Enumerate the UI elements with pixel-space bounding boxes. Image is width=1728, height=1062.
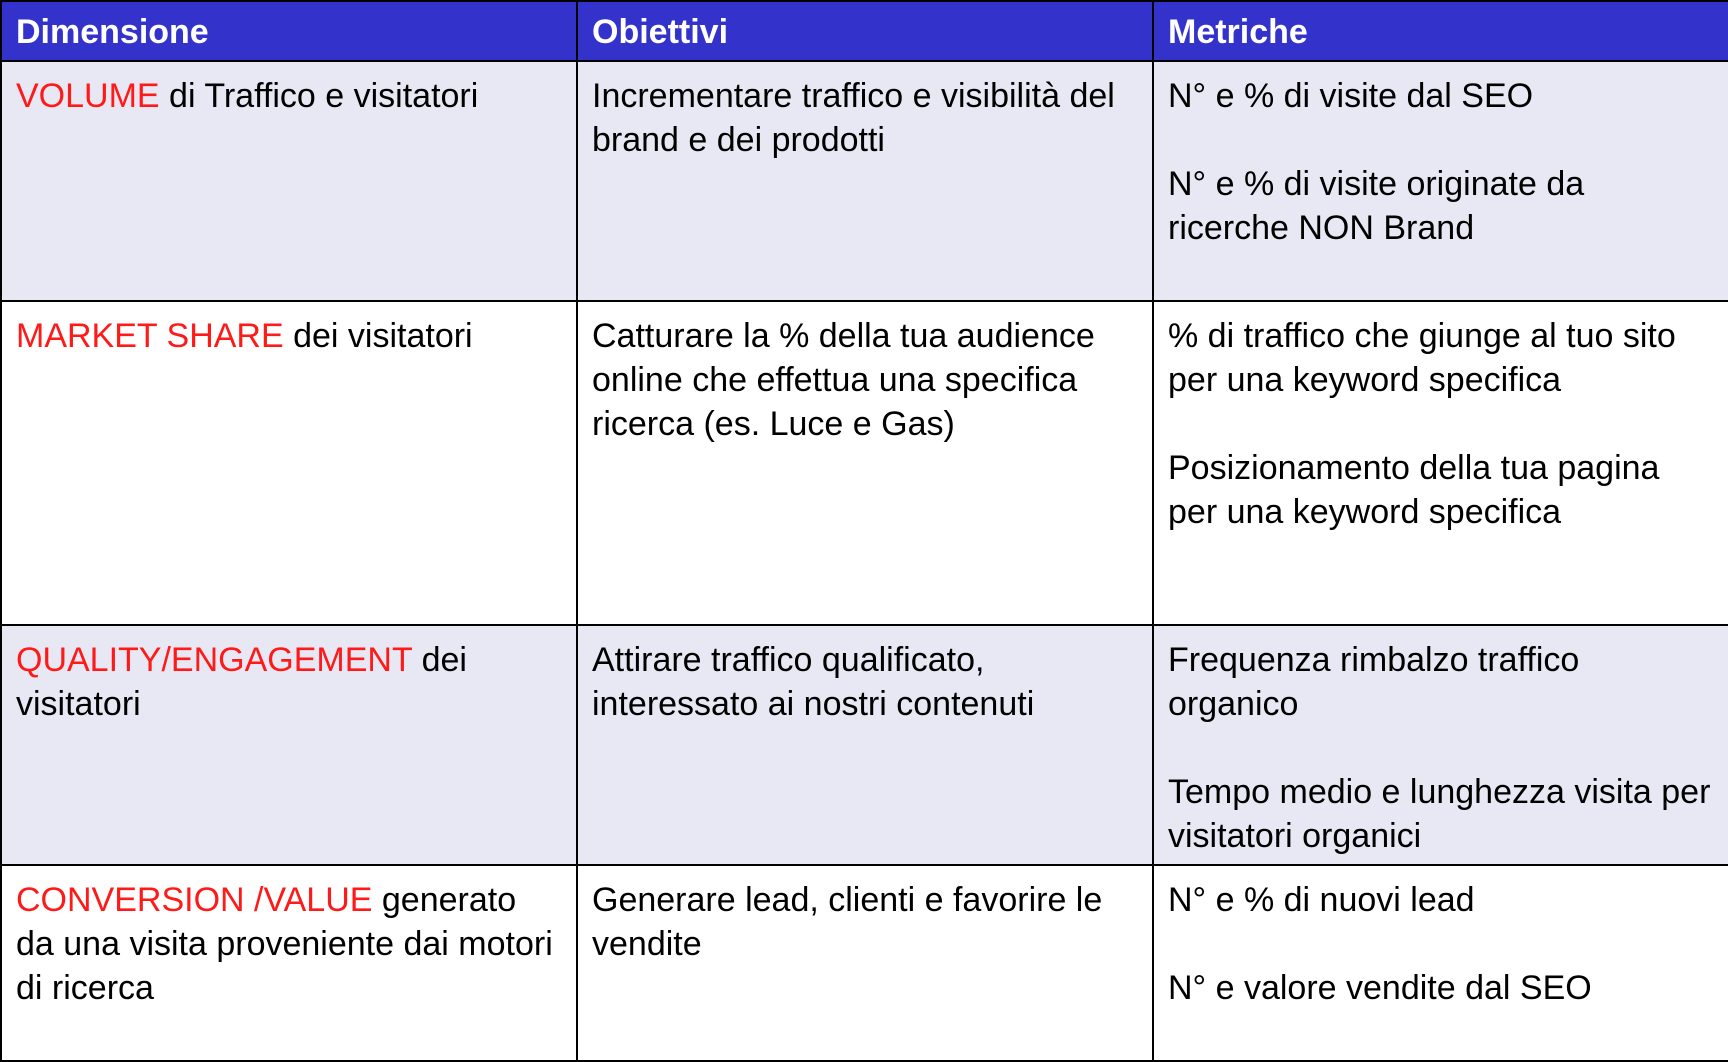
table-row: [1, 301, 1728, 625]
dimension-cell: [1, 625, 577, 865]
metric-item: % di traffico che giunge al tuo sito per una keyword specifica: [1168, 317, 1676, 399]
dimension-text: dei visitatori: [283, 317, 473, 355]
header-row: [1, 1, 1728, 61]
dimension-keyword: MARKET SHARE: [16, 317, 284, 355]
dimension-keyword: VOLUME: [16, 77, 160, 115]
dimension-keyword: QUALITY/ENGAGEMENT: [16, 641, 413, 679]
dimension-text: di Traffico e visitatori: [159, 77, 479, 115]
metric-item: Frequenza rimbalzo traffico organico: [1168, 641, 1580, 723]
dimension-text: dei visitatori: [16, 641, 467, 723]
metric-item: N° e % di visite originate da ricerche NON Brand: [1168, 165, 1585, 247]
dimension-keyword: CONVERSION /VALUE: [16, 881, 373, 919]
table-row: [1, 625, 1728, 865]
metrics-cell: [1153, 625, 1728, 865]
metric-item: Tempo medio e lunghezza visita per visitatori organici: [1168, 773, 1711, 855]
metrics-cell: [1153, 61, 1728, 301]
dimension-cell: [1, 61, 577, 301]
metrics-cell: [1153, 301, 1728, 625]
metric-item: N° e % di visite dal SEO: [1168, 77, 1534, 115]
table-row: [1, 61, 1728, 301]
header-metriche: Metriche: [1153, 1, 1728, 61]
objective-cell: Catturare la % della tua audience online che effettua una specifica ricerca (es. Luce e Gas): [577, 301, 1153, 625]
objective-cell: Attirare traffico qualificato, interessato ai nostri contenuti: [577, 625, 1153, 865]
dimension-cell: [1, 301, 577, 625]
metric-item: N° e valore vendite dal SEO: [1168, 969, 1592, 1007]
dimension-cell: [1, 865, 577, 1061]
objective-cell: Generare lead, clienti e favorire le vendite: [577, 865, 1153, 1061]
metrics-cell: [1153, 865, 1728, 1061]
header-dimensione: Dimensione: [1, 1, 577, 61]
table-row: [1, 865, 1728, 1061]
dimension-text: generato da una visita proveniente dai motori di ricerca: [16, 881, 553, 1007]
metric-item: N° e % di nuovi lead: [1168, 881, 1475, 919]
metric-item: Posizionamento della tua pagina per una keyword specifica: [1168, 449, 1660, 531]
objective-cell: Incrementare traffico e visibilità del brand e dei prodotti: [577, 61, 1153, 301]
header-obiettivi: Obiettivi: [577, 1, 1153, 61]
